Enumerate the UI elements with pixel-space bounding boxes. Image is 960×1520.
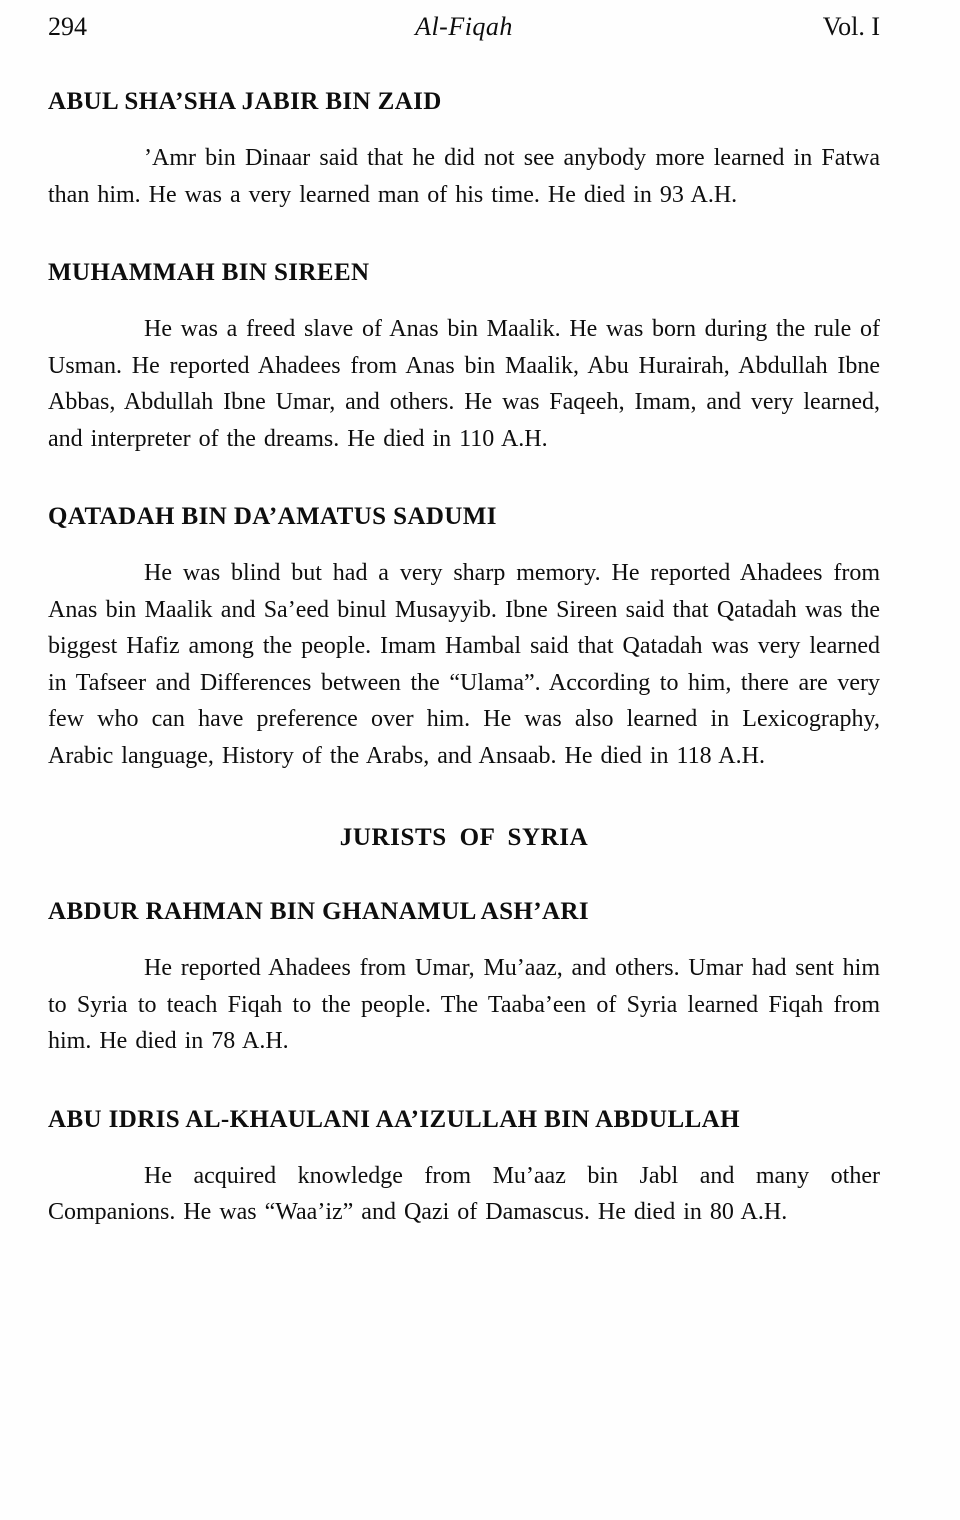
section-qatadah: [48, 499, 880, 774]
page-number: 294: [48, 12, 87, 41]
section-paragraph: ’Amr bin Dinaar said that he did not see anybody more learned in Fatwa than him. He was a very learned man of his time. He died in 93 A.H.: [48, 145, 880, 208]
running-header: [48, 12, 880, 42]
section-paragraph: He was blind but had a very sharp memory. He reported Ahadees from Anas bin Maalik and Sa’eed binul Musayyib. Ibne Sireen said that Qatadah was the biggest Hafiz among the people. Imam Hambal said that Qatadah was very learned in Tafseer and Differences between the “Ulama”. According to him, there are very few who can have preference over him. He was also learned in Lexicography, Arabic language, History of the Arabs, and Ansaab. He died in 118 A.H.: [48, 560, 880, 769]
section-paragraph: He was a freed slave of Anas bin Maalik. He was born during the rule of Usman. He reported Ahadees from Anas bin Maalik, Abu Hurairah, Abdullah Ibne Abbas, Abdullah Ibne Umar, and others. He was Faqeeh, Imam, and very learned, and interpreter of the dreams. He died in 110 A.H.: [48, 316, 880, 452]
section-paragraph: He acquired knowledge from Mu’aaz bin Jabl and many other Companions. He was “Waa’iz” and Qazi of Damascus. He died in 80 A.H.: [48, 1162, 880, 1225]
section-abdur-rahman: [48, 894, 880, 1060]
section-heading: ABU IDRIS AL-KHAULANI AA’IZULLAH BIN ABDULLAH: [48, 1105, 740, 1133]
section-heading: ABDUR RAHMAN BIN GHANAMUL ASH’ARI: [48, 898, 589, 925]
section-heading: ABUL SHA’SHA JABIR BIN ZAID: [48, 88, 442, 115]
section-muhammah-bin-sireen: [48, 255, 880, 457]
section-abul-shasha: [48, 84, 880, 213]
section-paragraph: He reported Ahadees from Umar, Mu’aaz, and others. Umar had sent him to Syria to teach Fiqah to the people. The Taaba’een of Syria learned Fiqah from him. He died in 78 A.H.: [48, 955, 880, 1054]
section-heading: MUHAMMAH BIN SIREEN: [48, 259, 370, 286]
part-heading-jurists-of-syria: JURISTS OF SYRIA: [339, 824, 589, 851]
volume-label: Vol. I: [822, 12, 880, 41]
section-abu-idris: [48, 1102, 880, 1231]
book-title: Al-Fiqah: [415, 12, 513, 41]
section-heading: QATADAH BIN DA’AMATUS SADUMI: [48, 503, 497, 530]
